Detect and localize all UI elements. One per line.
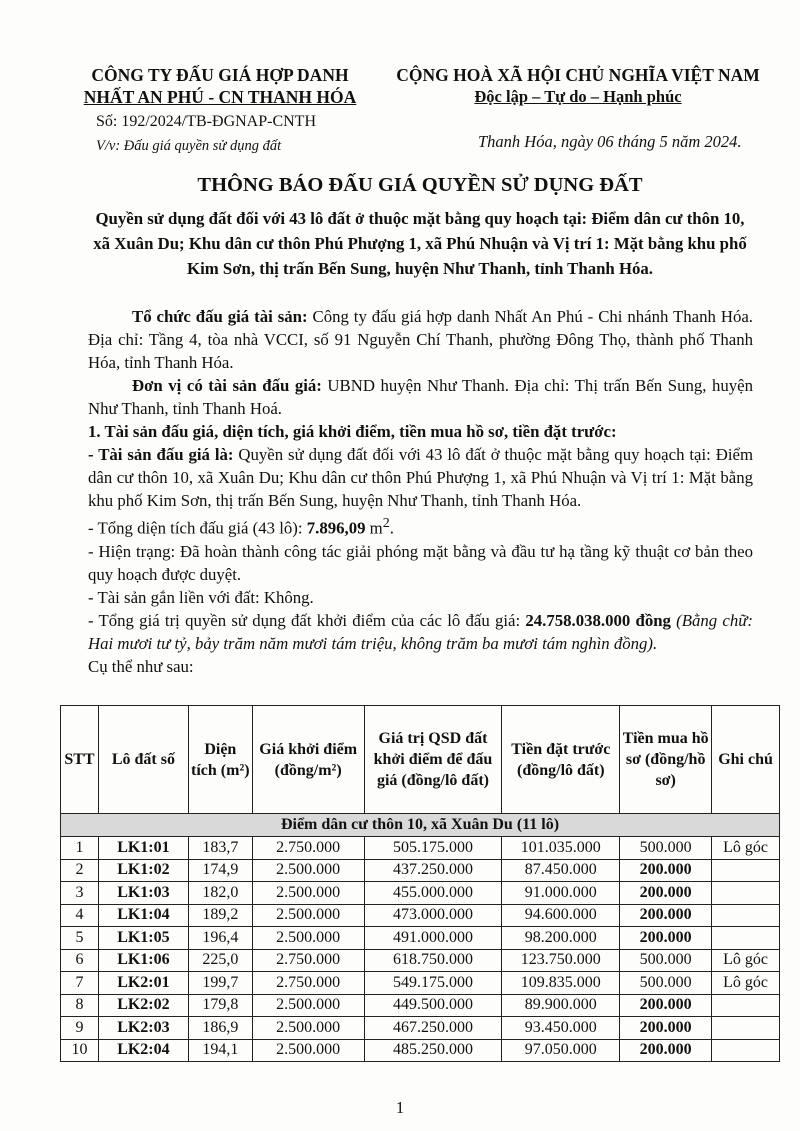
group-title: Điểm dân cư thôn 10, xã Xuân Du (11 lô) — [61, 814, 780, 837]
table-row — [61, 949, 780, 972]
cell-fee: 500.000 — [620, 949, 712, 972]
cell-fee: 200.000 — [620, 859, 712, 882]
cell-lot: LK1:04 — [98, 904, 188, 927]
group-row — [61, 814, 780, 837]
cell-note — [712, 1039, 780, 1062]
cell-lot: LK2:04 — [98, 1039, 188, 1062]
cell-value: 491.000.000 — [364, 927, 502, 950]
document-body — [88, 305, 753, 678]
cell-lot: LK2:01 — [98, 972, 188, 995]
lots-table — [60, 705, 780, 1062]
cell-value: 485.250.000 — [364, 1039, 502, 1062]
cell-note — [712, 927, 780, 950]
details-intro: Cụ thể như sau: — [88, 656, 194, 676]
document-title: THÔNG BÁO ĐẤU GIÁ QUYỀN SỬ DỤNG ĐẤT — [197, 174, 643, 196]
header-note: Ghi chú — [712, 706, 780, 814]
table-row — [61, 927, 780, 950]
cell-fee: 200.000 — [620, 927, 712, 950]
cell-stt: 2 — [61, 859, 99, 882]
cell-note: Lô góc — [712, 972, 780, 995]
document-subtitle: Quyền sử dụng đất đối với 43 lô đất ở thuộc mặt bằng quy hoạch tại: Điểm dân cư thôn 10, xã Xuân Du; Khu dân cư thôn Phú Phượng 1, xã Phú Nhuận và Vị trí 1: Mặt bằng khu phố Kim Sơn, thị trấn Bến Sung, huyện Như Thanh, tỉnh Thanh Hóa. — [93, 209, 747, 278]
cell-stt: 5 — [61, 927, 99, 950]
cell-area: 174,9 — [188, 859, 252, 882]
document-date: Thanh Hóa, ngày 06 tháng 5 năm 2024. — [478, 132, 742, 151]
cell-price: 2.500.000 — [252, 994, 364, 1017]
cell-fee: 200.000 — [620, 994, 712, 1017]
header-lot: Lô đất số — [98, 706, 188, 814]
cell-stt: 7 — [61, 972, 99, 995]
cell-area: 179,8 — [188, 994, 252, 1017]
cell-area: 186,9 — [188, 1017, 252, 1040]
cell-area: 189,2 — [188, 904, 252, 927]
cell-price: 2.500.000 — [252, 882, 364, 905]
table-row — [61, 972, 780, 995]
document-number: Số: 192/2024/TB-ĐGNAP-CNTH — [96, 113, 317, 130]
cell-deposit: 97.050.000 — [502, 1039, 620, 1062]
header-value: Giá trị QSD đất khởi điểm để đấu giá (đồng/lô đất) — [364, 706, 502, 814]
cell-stt: 1 — [61, 837, 99, 860]
cell-value: 455.000.000 — [364, 882, 502, 905]
attached-assets-paragraph: - Tài sản gắn liền với đất: Không. — [88, 587, 314, 607]
header-deposit: Tiền đặt trước (đồng/lô đất) — [502, 706, 620, 814]
cell-lot: LK1:03 — [98, 882, 188, 905]
cell-price: 2.500.000 — [252, 1017, 364, 1040]
table-row — [61, 1039, 780, 1062]
table-row — [61, 1017, 780, 1040]
cell-lot: LK2:03 — [98, 1017, 188, 1040]
cell-price: 2.750.000 — [252, 837, 364, 860]
cell-fee: 200.000 — [620, 882, 712, 905]
national-header — [378, 64, 778, 108]
header-fee: Tiền mua hồ sơ (đồng/hồ sơ) — [620, 706, 712, 814]
cell-value: 449.500.000 — [364, 994, 502, 1017]
cell-note — [712, 994, 780, 1017]
table-row — [61, 994, 780, 1017]
cell-value: 437.250.000 — [364, 859, 502, 882]
total-value-paragraph: - Tổng giá trị quyền sử dụng đất khởi điểm của các lô đấu giá: 24.758.038.000 đồng (Bằng chữ: Hai mươi tư tỷ, bảy trăm năm mươi tám triệu, không trăm ba mươi tám nghìn đồng). — [88, 610, 754, 653]
table-row — [61, 837, 780, 860]
cell-area: 225,0 — [188, 949, 252, 972]
cell-fee: 500.000 — [620, 837, 712, 860]
cell-area: 183,7 — [188, 837, 252, 860]
cell-stt: 10 — [61, 1039, 99, 1062]
cell-lot: LK1:05 — [98, 927, 188, 950]
cell-fee: 200.000 — [620, 904, 712, 927]
cell-note — [712, 859, 780, 882]
cell-value: 505.175.000 — [364, 837, 502, 860]
table-row — [61, 882, 780, 905]
cell-value: 467.250.000 — [364, 1017, 502, 1040]
cell-note: Lô góc — [712, 949, 780, 972]
cell-deposit: 109.835.000 — [502, 972, 620, 995]
table-row — [61, 904, 780, 927]
company-name-line1: CÔNG TY ĐẤU GIÁ HỢP DANH — [91, 65, 349, 85]
header-area: Diện tích (m²) — [188, 706, 252, 814]
cell-price: 2.500.000 — [252, 927, 364, 950]
area-paragraph: - Tổng diện tích đấu giá (43 lô): 7.896,09 $m^2$. — [88, 516, 394, 538]
organizer-paragraph: Tổ chức đấu giá tài sản: Công ty đấu giá hợp danh Nhất An Phú - Chi nhánh Thanh Hóa. Địa chỉ: Tầng 4, tòa nhà VCCI, số 91 Nguyễn Chí Thanh, phường Đông Thọ, thành phố Thanh Hóa, tỉnh Thanh Hóa. — [88, 307, 753, 372]
cell-stt: 6 — [61, 949, 99, 972]
cell-lot: LK1:06 — [98, 949, 188, 972]
national-motto: Độc lập – Tự do – Hạnh phúc — [474, 87, 682, 106]
cell-deposit: 123.750.000 — [502, 949, 620, 972]
cell-lot: LK1:01 — [98, 837, 188, 860]
cell-area: 182,0 — [188, 882, 252, 905]
cell-price: 2.750.000 — [252, 949, 364, 972]
cell-deposit: 89.900.000 — [502, 994, 620, 1017]
status-paragraph: - Hiện trạng: Đã hoàn thành công tác giải phóng mặt bằng và đầu tư hạ tầng kỹ thuật cơ bản theo quy hoạch được duyệt. — [88, 541, 753, 584]
cell-fee: 500.000 — [620, 972, 712, 995]
cell-fee: 200.000 — [620, 1017, 712, 1040]
document-subject: V/v: Đấu giá quyền sử dụng đất — [96, 138, 282, 154]
owner-paragraph: Đơn vị có tài sản đấu giá: UBND huyện Như Thanh. Địa chỉ: Thị trấn Bến Sung, huyện Như Thanh, tỉnh Thanh Hoá. — [88, 376, 753, 418]
cell-price: 2.750.000 — [252, 972, 364, 995]
cell-price: 2.500.000 — [252, 1039, 364, 1062]
asset-paragraph: - Tài sản đấu giá là: Quyền sử dụng đất đối với 43 lô đất ở thuộc mặt bằng quy hoạch tại: Điểm dân cư thôn 10, xã Xuân Du; Khu dân cư thôn Phú Phượng 1, xã Phú Nhuận và Vị trí 1: Mặt bằng khu phố Kim Sơn, thị trấn Bến Sung, huyện Như Thanh, tỉnh Thanh Hóa. — [88, 445, 753, 510]
table-header-row — [61, 706, 780, 814]
cell-value: 549.175.000 — [364, 972, 502, 995]
cell-deposit: 93.450.000 — [502, 1017, 620, 1040]
cell-stt: 3 — [61, 882, 99, 905]
nation-name: CỘNG HOÀ XÃ HỘI CHỦ NGHĨA VIỆT NAM — [396, 65, 760, 85]
cell-deposit: 101.035.000 — [502, 837, 620, 860]
cell-deposit: 94.600.000 — [502, 904, 620, 927]
cell-lot: LK1:02 — [98, 859, 188, 882]
cell-value: 473.000.000 — [364, 904, 502, 927]
cell-deposit: 91.000.000 — [502, 882, 620, 905]
cell-note: Lô góc — [712, 837, 780, 860]
cell-price: 2.500.000 — [252, 904, 364, 927]
cell-area: 196,4 — [188, 927, 252, 950]
company-header — [60, 64, 380, 108]
cell-note — [712, 882, 780, 905]
cell-stt: 9 — [61, 1017, 99, 1040]
cell-value: 618.750.000 — [364, 949, 502, 972]
cell-deposit: 87.450.000 — [502, 859, 620, 882]
cell-stt: 4 — [61, 904, 99, 927]
header-price: Giá khởi điểm (đồng/m²) — [252, 706, 364, 814]
cell-stt: 8 — [61, 994, 99, 1017]
cell-fee: 200.000 — [620, 1039, 712, 1062]
cell-lot: LK2:02 — [98, 994, 188, 1017]
company-name-line2: NHẤT AN PHÚ - CN THANH HÓA — [83, 87, 357, 107]
cell-price: 2.500.000 — [252, 859, 364, 882]
section-1-heading: 1. Tài sản đấu giá, diện tích, giá khởi điểm, tiền mua hồ sơ, tiền đặt trước: — [88, 422, 617, 441]
page-number: 1 — [395, 1098, 405, 1117]
cell-deposit: 98.200.000 — [502, 927, 620, 950]
cell-area: 194,1 — [188, 1039, 252, 1062]
cell-area: 199,7 — [188, 972, 252, 995]
table-row — [61, 859, 780, 882]
cell-note — [712, 904, 780, 927]
header-stt: STT — [61, 706, 99, 814]
cell-note — [712, 1017, 780, 1040]
